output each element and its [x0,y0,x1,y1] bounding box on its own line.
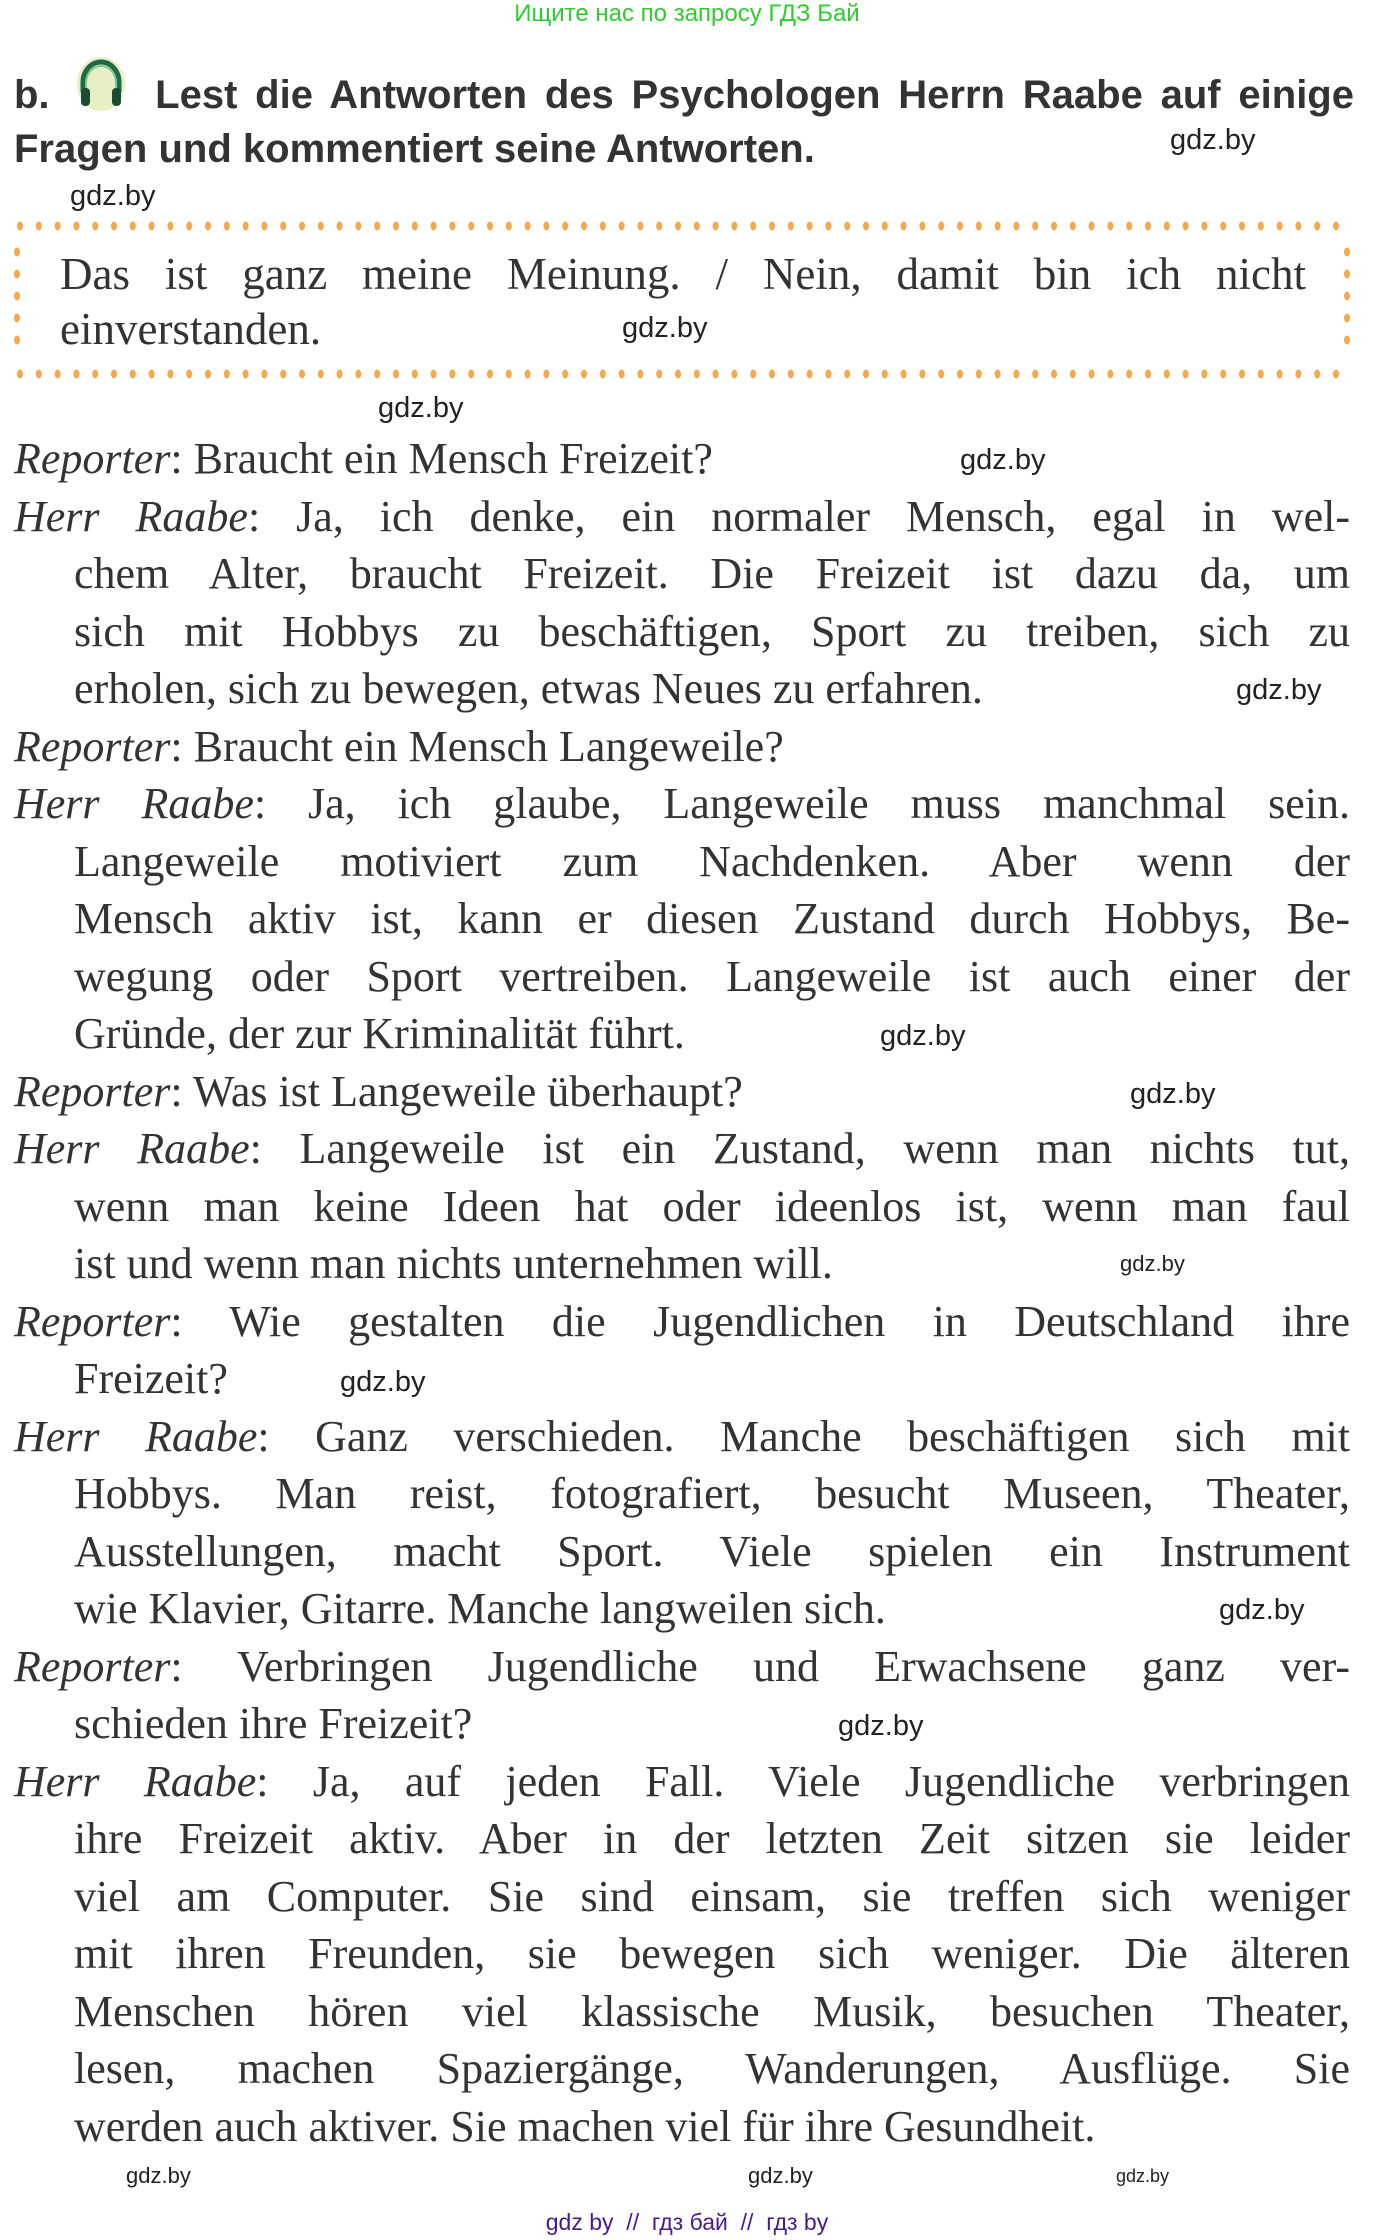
task-heading [14,68,1354,176]
border-dot [675,222,681,231]
border-dot [1164,370,1170,379]
task-title-line1: Lest die Antworten des Psychologen Herrn Raabe auf einige [155,73,1354,117]
dialogue-text: : Wie gestalten die Jugendlichen in Deutschland ihre [170,1296,1350,1346]
watermark: gdz.by [378,392,464,424]
dialogue-text: viel am Computer. Sie sind einsam, sie treffen sich weniger [74,1871,1350,1921]
dialogue-text: chem Alter, braucht Freizeit. Die Freizeit ist dazu da, um [74,549,1350,598]
dialogue-text: schieden ihre Freizeit? [74,1699,473,1748]
border-dot [1258,370,1264,379]
border-dot [149,222,155,231]
border-dot [17,370,23,379]
speaker-name: Reporter [14,721,171,771]
border-dot [863,370,869,379]
border-dot [1220,222,1226,231]
border-dot [506,370,512,379]
border-dot [355,222,361,231]
border-dot [1344,336,1350,345]
border-dot [412,222,418,231]
border-dot [1126,370,1132,379]
border-dot [957,370,963,379]
speaker-name: Herr Raabe [14,779,254,828]
border-dot [73,370,79,379]
watermark: gdz.by [1120,1251,1185,1276]
border-dot [487,370,493,379]
headphones-icon[interactable] [73,72,129,112]
border-dot [1333,222,1339,231]
dialogue-line [14,1063,743,1121]
speaker-name: Reporter [14,1296,171,1346]
border-dot [1344,270,1350,279]
border-dot [337,370,343,379]
border-dot [318,370,324,379]
dialogue-text: Gründe, der zur Kriminalität führt. [74,1009,685,1058]
border-dot [901,370,907,379]
border-dot [224,222,230,231]
dialogue-text: wie Klavier, Gitarre. Manche langweilen sich. [74,1584,886,1633]
watermark: gdz.by [838,1710,924,1742]
border-dot [976,370,982,379]
dialogue-text: : Ja, auf jeden Fall. Viele Jugendliche verbringen [256,1756,1350,1806]
border-dot [637,222,643,231]
border-dot [92,370,98,379]
dialogue-text: Ausstellungen, macht Sport. Viele spielen ein Instrument [74,1526,1350,1576]
border-dot [919,222,925,231]
dialogue-line [14,603,1350,661]
footer-links: gdz by // гдз бай // гдз by [545,2209,829,2235]
border-dot [1201,370,1207,379]
border-dot [1344,292,1350,301]
dialogue-text: : Verbringen Jugendliche und Erwachsene ganz ver- [170,1641,1350,1691]
border-dot [36,222,42,231]
dialogue-line [14,890,1350,948]
watermark: gdz.by [126,2163,191,2188]
border-dot [807,370,813,379]
dialogue-text: Langeweile motiviert zum Nachdenken. Aber wenn der [74,836,1350,886]
border-dot [713,222,719,231]
dialogue-line [14,1523,1350,1581]
border-dot [1344,248,1350,257]
border-dot [1089,370,1095,379]
border-dot [299,370,305,379]
dialogue-line [14,833,1350,891]
border-dot [694,222,700,231]
dialogue-line [14,1580,886,1638]
border-dot [468,370,474,379]
dialogue-line [14,1235,833,1293]
dialogue-line [14,2098,1095,2156]
border-dot [355,370,361,379]
border-dot [525,222,531,231]
watermark: gdz.by [1170,124,1256,156]
border-dot [1277,370,1283,379]
dialogue-text: Hobbys. Man reist, fotografiert, besucht Museen, Theater, [74,1469,1350,1518]
watermark: gdz.by [960,444,1046,476]
border-dot [731,222,737,231]
border-dot [55,222,61,231]
border-dot [449,222,455,231]
watermark: gdz.by [70,180,156,212]
border-dot [637,370,643,379]
dialogue-text: werden auch aktiver. Sie machen viel für ihre Gesundheit. [74,2101,1096,2151]
border-dot [431,370,437,379]
border-dot [995,370,1001,379]
border-dot [1051,370,1057,379]
phrase-line: einverstanden. [60,304,322,354]
border-dot [92,222,98,231]
speaker-name: Herr Raabe [14,491,248,541]
dialogue-text: lesen, machen Spaziergänge, Wanderungen, Ausflüge. Sie [74,2044,1350,2093]
border-dot [14,314,20,323]
dialogue-text: Mensch aktiv ist, kann er diesen Zustand durch Hobbys, Be- [74,894,1350,943]
border-dot [73,222,79,231]
border-dot [261,222,267,231]
watermark: gdz.by [880,1020,966,1052]
border-dot [36,370,42,379]
watermark: gdz.by [1130,1078,1216,1110]
border-dot [111,222,117,231]
border-dot [713,370,719,379]
border-dot [205,222,211,231]
dialogue-text: : Braucht ein Mensch Langeweile? [170,721,784,771]
border-dot [525,370,531,379]
watermark: gdz.by [1219,1594,1305,1626]
border-dot [1258,222,1264,231]
dialogue-text: : Braucht ein Mensch Freizeit? [170,434,713,483]
search-banner: Ищите нас по запросу ГДЗ Бай [514,0,860,27]
border-dot [1013,370,1019,379]
border-dot [882,222,888,231]
speaker-name: Herr Raabe [14,1756,257,1806]
border-dot [374,370,380,379]
border-dot [1070,222,1076,231]
border-dot [280,370,286,379]
dialogue-text: : Was ist Langeweile überhaupt? [170,1066,743,1116]
dialogue-text: Freizeit? [74,1354,228,1403]
dialogue-line [14,1293,1350,1351]
border-dot [280,222,286,231]
border-dot [600,370,606,379]
watermark: gdz.by [1116,2166,1170,2186]
watermark: gdz.by [622,312,708,344]
border-dot [863,222,869,231]
dialogue-line [14,718,784,776]
border-dot [844,222,850,231]
dialogue-line [14,545,1350,603]
border-dot [1107,370,1113,379]
border-dot [337,222,343,231]
border-dot [656,222,662,231]
border-dot [1107,222,1113,231]
border-dot [1145,370,1151,379]
border-dot [393,370,399,379]
border-dot [468,222,474,231]
border-dot [1314,370,1320,379]
border-dot [901,222,907,231]
dialogue-line [14,660,983,718]
border-dot [55,370,61,379]
watermark: gdz.by [748,2163,813,2188]
dialogue-line [14,1178,1350,1236]
speaker-name: Herr Raabe [14,1411,258,1461]
border-dot [149,370,155,379]
border-dot [374,222,380,231]
border-dot [619,222,625,231]
dialogue-text: wenn man keine Ideen hat oder ideenlos ist, wenn man faul [74,1181,1350,1231]
border-dot [1239,370,1245,379]
border-dot [995,222,1001,231]
dialogue-line [14,1925,1350,1983]
border-dot [1145,222,1151,231]
border-dot [1032,370,1038,379]
dialogue-text: : Ja, ich glaube, Langeweile muss manchmal sein. [253,779,1350,828]
border-dot [412,370,418,379]
dialogue-text: ihre Freizeit aktiv. Aber in der letzten Zeit sitzen sie leider [74,1814,1350,1863]
border-dot [788,370,794,379]
border-dot [656,370,662,379]
speaker-name: Herr Raabe [14,1124,250,1173]
border-dot [788,222,794,231]
border-dot [186,222,192,231]
border-dot [14,336,20,345]
dialogue [14,430,1350,2155]
border-dot [825,222,831,231]
border-dot [1126,222,1132,231]
border-dot [600,222,606,231]
dialogue-text: sich mit Hobbys zu beschäftigen, Sport zu treiben, sich zu [74,606,1350,656]
dialogue-text: mit ihren Freunden, sie bewegen sich weniger. Die älteren [74,1929,1350,1978]
border-dot [543,222,549,231]
border-dot [1333,370,1339,379]
dialogue-line [14,1120,1350,1178]
border-dot [938,222,944,231]
dialogue-text: : Langeweile ist ein Zustand, wenn man nichts tut, [249,1124,1350,1173]
border-dot [938,370,944,379]
border-dot [844,370,850,379]
border-dot [130,370,136,379]
border-dot [224,370,230,379]
speaker-name: Reporter [14,434,171,483]
border-dot [1295,370,1301,379]
border-dot [1239,222,1245,231]
border-dot [1089,222,1095,231]
speaker-name: Reporter [14,1641,171,1691]
border-dot [14,270,20,279]
border-dot [167,222,173,231]
border-dot [619,370,625,379]
border-dot [919,370,925,379]
border-dot [731,370,737,379]
dialogue-line [14,948,1350,1006]
dialogue-line [14,430,713,488]
dialogue-line [14,1638,1350,1696]
border-dot [130,222,136,231]
border-dot [882,370,888,379]
dialogue-line [14,1005,685,1063]
watermark: gdz.by [340,1366,426,1398]
border-dot [506,222,512,231]
border-dot [111,370,117,379]
border-dot [205,370,211,379]
border-dot [1344,314,1350,323]
border-dot [1164,222,1170,231]
border-dot [393,222,399,231]
dialogue-line [14,1868,1350,1926]
phrase-line: Das ist ganz meine Meinung. / Nein, damit bin ich nicht [60,249,1306,299]
dialogue-line [14,1983,1350,2041]
border-dot [14,292,20,301]
border-dot [562,370,568,379]
border-dot [261,370,267,379]
border-dot [675,370,681,379]
dialogue-text: ist und wenn man nichts unternehmen will. [74,1239,833,1288]
dialogue-line [14,1810,1350,1868]
watermark: gdz.by [1236,674,1322,706]
dialogue-line [14,1465,1350,1523]
border-dot [449,370,455,379]
dialogue-line [14,488,1350,546]
border-dot [186,370,192,379]
dialogue-line [14,1695,472,1753]
border-dot [750,370,756,379]
border-dot [769,370,775,379]
border-dot [807,222,813,231]
border-dot [769,222,775,231]
dialogue-text: : Ganz verschieden. Manche beschäftigen sich mit [257,1411,1350,1461]
border-dot [14,248,20,257]
border-dot [299,222,305,231]
border-dot [17,222,23,231]
task-title-line2: Fragen und kommentiert seine Antworten. [14,127,815,171]
dialogue-line [14,1408,1350,1466]
dialogue-text: : Ja, ich denke, ein normaler Mensch, egal in wel- [247,491,1350,541]
border-dot [1277,222,1283,231]
border-dot [1220,370,1226,379]
task-letter: b. [14,73,50,117]
dialogue-line [14,2040,1350,2098]
border-dot [1314,222,1320,231]
dialogue-text: Menschen hören viel klassische Musik, besuchen Theater, [74,1986,1350,2036]
dialogue-line [14,1753,1350,1811]
border-dot [431,222,437,231]
border-dot [581,222,587,231]
border-dot [1201,222,1207,231]
border-dot [825,370,831,379]
border-dot [976,222,982,231]
border-dot [562,222,568,231]
border-dot [750,222,756,231]
speaker-name: Reporter [14,1066,171,1116]
border-dot [487,222,493,231]
dialogue-text: wegung oder Sport vertreiben. Langeweile ist auch einer der [74,951,1350,1001]
border-dot [957,222,963,231]
border-dot [1013,222,1019,231]
border-dot [1295,222,1301,231]
border-dot [543,370,549,379]
border-dot [1051,222,1057,231]
border-dot [1183,222,1189,231]
dialogue-line [14,1350,228,1408]
dialogue-text: erholen, sich zu bewegen, etwas Neues zu erfahren. [74,664,983,713]
border-dot [167,370,173,379]
border-dot [1070,370,1076,379]
border-dot [694,370,700,379]
dialogue-line [14,775,1350,833]
border-dot [318,222,324,231]
border-dot [1183,370,1189,379]
border-dot [1032,222,1038,231]
border-dot [243,370,249,379]
border-dot [581,370,587,379]
border-dot [243,222,249,231]
